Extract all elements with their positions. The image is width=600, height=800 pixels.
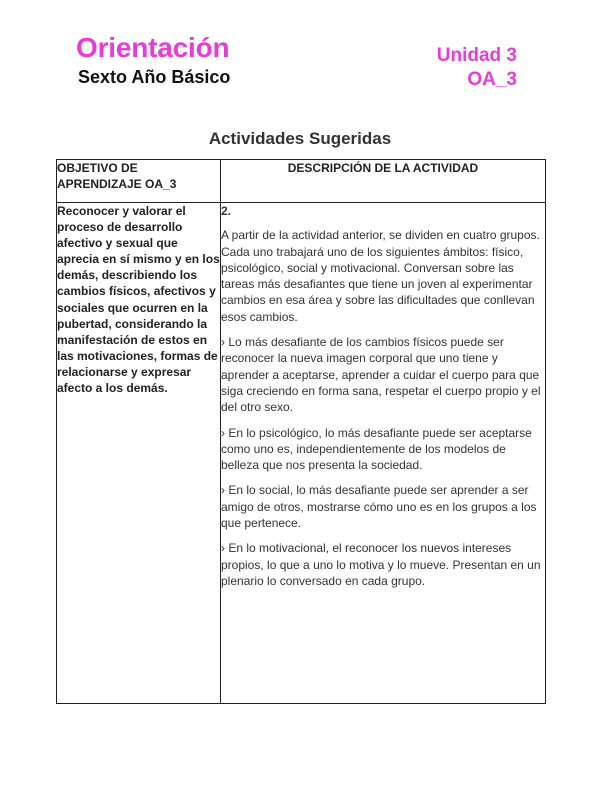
activity-paragraph-motivational: › En lo motivacional, el reconocer los nuevos intereses propios, lo que a uno lo motiva y lo mueve. Presentan en un plenario lo conversado en cada grupo.: [221, 541, 541, 588]
activity-number: 2.: [221, 204, 232, 218]
activity-paragraph-physical: › Lo más desafiante de los cambios físicos puede ser reconocer la nueva imagen corporal que uno tiene y aprender a aceptarse, aprender a cuidar el cuerpo para que siga creciendo en forma sana, respetar el cuerpo propio y el del otro sexo.: [221, 335, 541, 415]
objective-column-header: OBJETIVO DE APRENDIZAJE OA_3: [57, 160, 221, 203]
grade-subtitle: Sexto Año Básico: [78, 67, 231, 87]
activity-paragraph-intro: A partir de la actividad anterior, se dividen en cuatro grupos. Cada uno trabajará uno de los siguientes ámbitos: físico, psicológico, social y motivacional. Conversan sobre las tareas más desafiantes que tiene un joven al experimentar cambios en esa área y sobre las dificultades que conllevan esos cambios.: [221, 228, 540, 324]
activity-description: [221, 203, 546, 704]
table-row: [57, 203, 546, 704]
activity-paragraph-psychological: › En lo psicológico, lo más desafiante puede ser aceptarse como uno es, independientemente de los modelos de belleza que nos presenta la sociedad.: [221, 425, 532, 473]
oa-label: OA_3: [467, 69, 517, 90]
section-title: Actividades Sugeridas: [208, 129, 392, 148]
activity-paragraph-social: › En lo social, lo más desafiante puede ser aprender a ser amigo de otros, mostrarse cómo uno es en los grupos a los que pertenece.: [221, 483, 537, 531]
unit-label: Unidad 3: [436, 45, 517, 66]
subject-title: Orientación: [76, 32, 230, 63]
table-header-row: [57, 160, 546, 203]
objective-text: Reconocer y valorar el proceso de desarrollo afectivo y sexual que aprecia en sí mismo y en los demás, describiendo los cambios físicos, afectivos y sociales que ocurren en la pubertad, considerando la manifestación de estos en las motivaciones, formas de relacionarse y expresar afecto a los demás.: [57, 203, 221, 704]
activities-table: [56, 159, 546, 704]
description-column-header: DESCRIPCIÓN DE LA ACTIVIDAD: [221, 160, 546, 203]
